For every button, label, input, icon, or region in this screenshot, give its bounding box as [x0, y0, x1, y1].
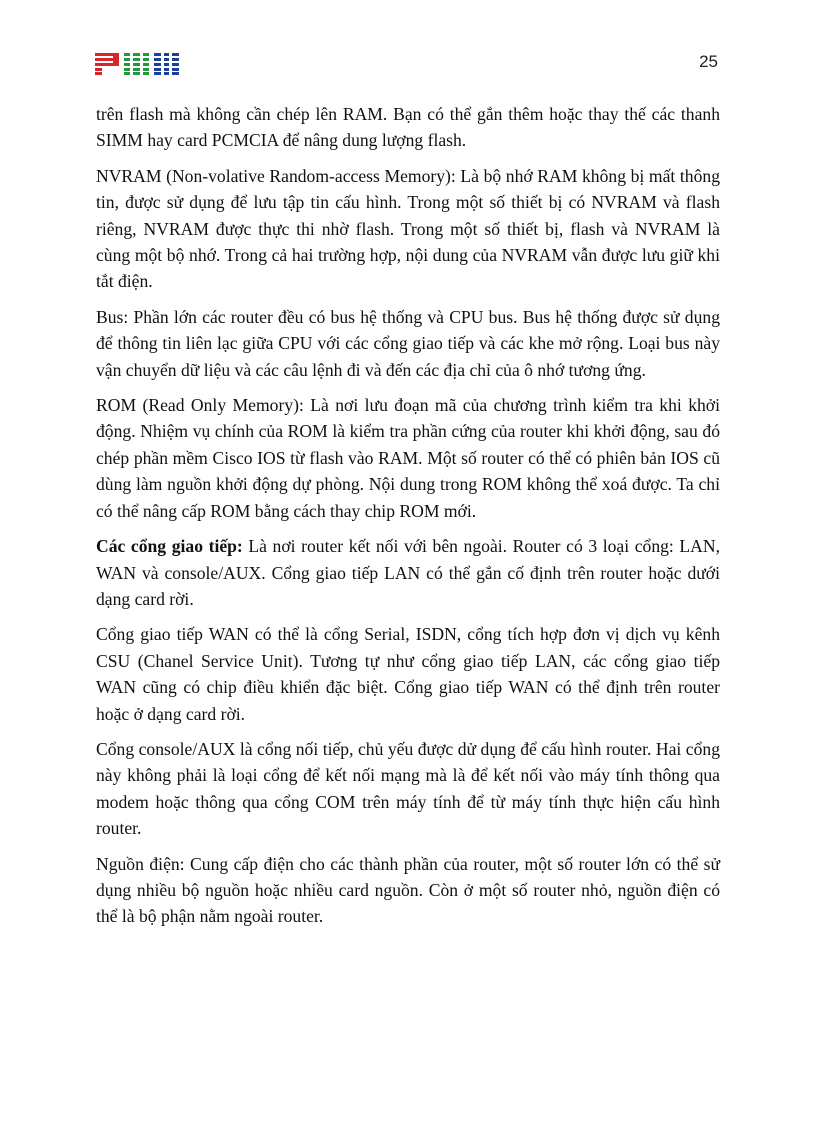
paragraph-power-supply: Nguồn điện: Cung cấp điện cho các thành phần của router, một số router lớn có thể sử dụng nhiều bộ nguồn hoặc nhiều card nguồn. Còn ở một số router nhỏ, nguồn điện có thể là bộ phận nằm ngoài router.	[96, 853, 720, 927]
document-body	[96, 101, 720, 939]
interfaces-heading: Các cổng giao tiếp:	[96, 536, 243, 557]
paragraph-wan-ports: Cổng giao tiếp WAN có thể là cổng Serial, ISDN, cổng tích hợp đơn vị dịch vụ kênh CSU (Chanel Service Unit). Tương tự như cổng giao tiếp LAN, các cổng giao tiếp WAN cũng có chip điều khiển đặc biệt. Cổng giao tiếp WAN có thể định trên router hoặc ở dạng card rời.	[96, 624, 720, 724]
logo-letter-h	[154, 53, 179, 75]
paragraph-nvram: NVRAM (Non-volative Random-access Memory): Là bộ nhớ RAM không bị mất thông tin, được sử dụng để lưu tập tin cấu hình. Trong một số thiết bị có NVRAM và flash riêng, NVRAM được thực thi nhờ flash. Trong một số thiết bị, flash và NVRAM là cùng một bộ nhớ. Trong cả hai trường hợp, nội dung của NVRAM vẫn được lưu giữ khi tắt điện.	[96, 165, 720, 292]
logo-letter-p	[95, 53, 119, 75]
paragraph-rom: ROM (Read Only Memory): Là nơi lưu đoạn mã của chương trình kiểm tra khi khởi động. Nhiệm vụ chính của ROM là kiểm tra phần cứng của router khi khởi động, sau đó chép phần mềm Cisco IOS từ flash vào RAM. Một số router có thể có phiên bản IOS cũ dùng làm nguồn khởi động dự phòng. Nội dung trong ROM không thể xoá được. Ta chỉ có thể nâng cấp ROM bằng cách thay chip ROM mới.	[96, 395, 720, 521]
paragraph-bus: Bus: Phần lớn các router đều có bus hệ thống và CPU bus. Bus hệ thống được sử dụng để thông tin liên lạc giữa CPU với các cổng giao tiếp và các khe mở rộng. Loại bus này vận chuyển dữ liệu và các câu lệnh đi và đến các địa chỉ của ô nhớ tương ứng.	[96, 306, 720, 380]
pnh-logo	[95, 53, 179, 75]
paragraph-flash-continued: trên flash mà không cần chép lên RAM. Bạn có thể gắn thêm hoặc thay thế các thanh SIMM hay card PCMCIA để nâng dung lượng flash.	[96, 104, 720, 151]
logo-letter-n	[124, 53, 149, 75]
paragraph-interfaces: Các cổng giao tiếp: Là nơi router kết nối với bên ngoài. Router có 3 loại cổng: LAN, WAN và console/AUX. Cổng giao tiếp LAN có thể gắn cố định trên router hoặc dưới dạng card rời.	[96, 536, 720, 609]
page-header	[95, 48, 721, 78]
page-number: 25	[699, 52, 718, 71]
paragraph-console-aux: Cổng console/AUX là cổng nối tiếp, chủ yếu được dử dụng để cấu hình router. Hai cổng này không phải là loại cổng để kết nối mạng mà là để kết nối vào máy tính thông qua modem hoặc thông qua cổng COM trên máy tính để từ máy tính thực hiện cấu hình router.	[96, 738, 720, 839]
